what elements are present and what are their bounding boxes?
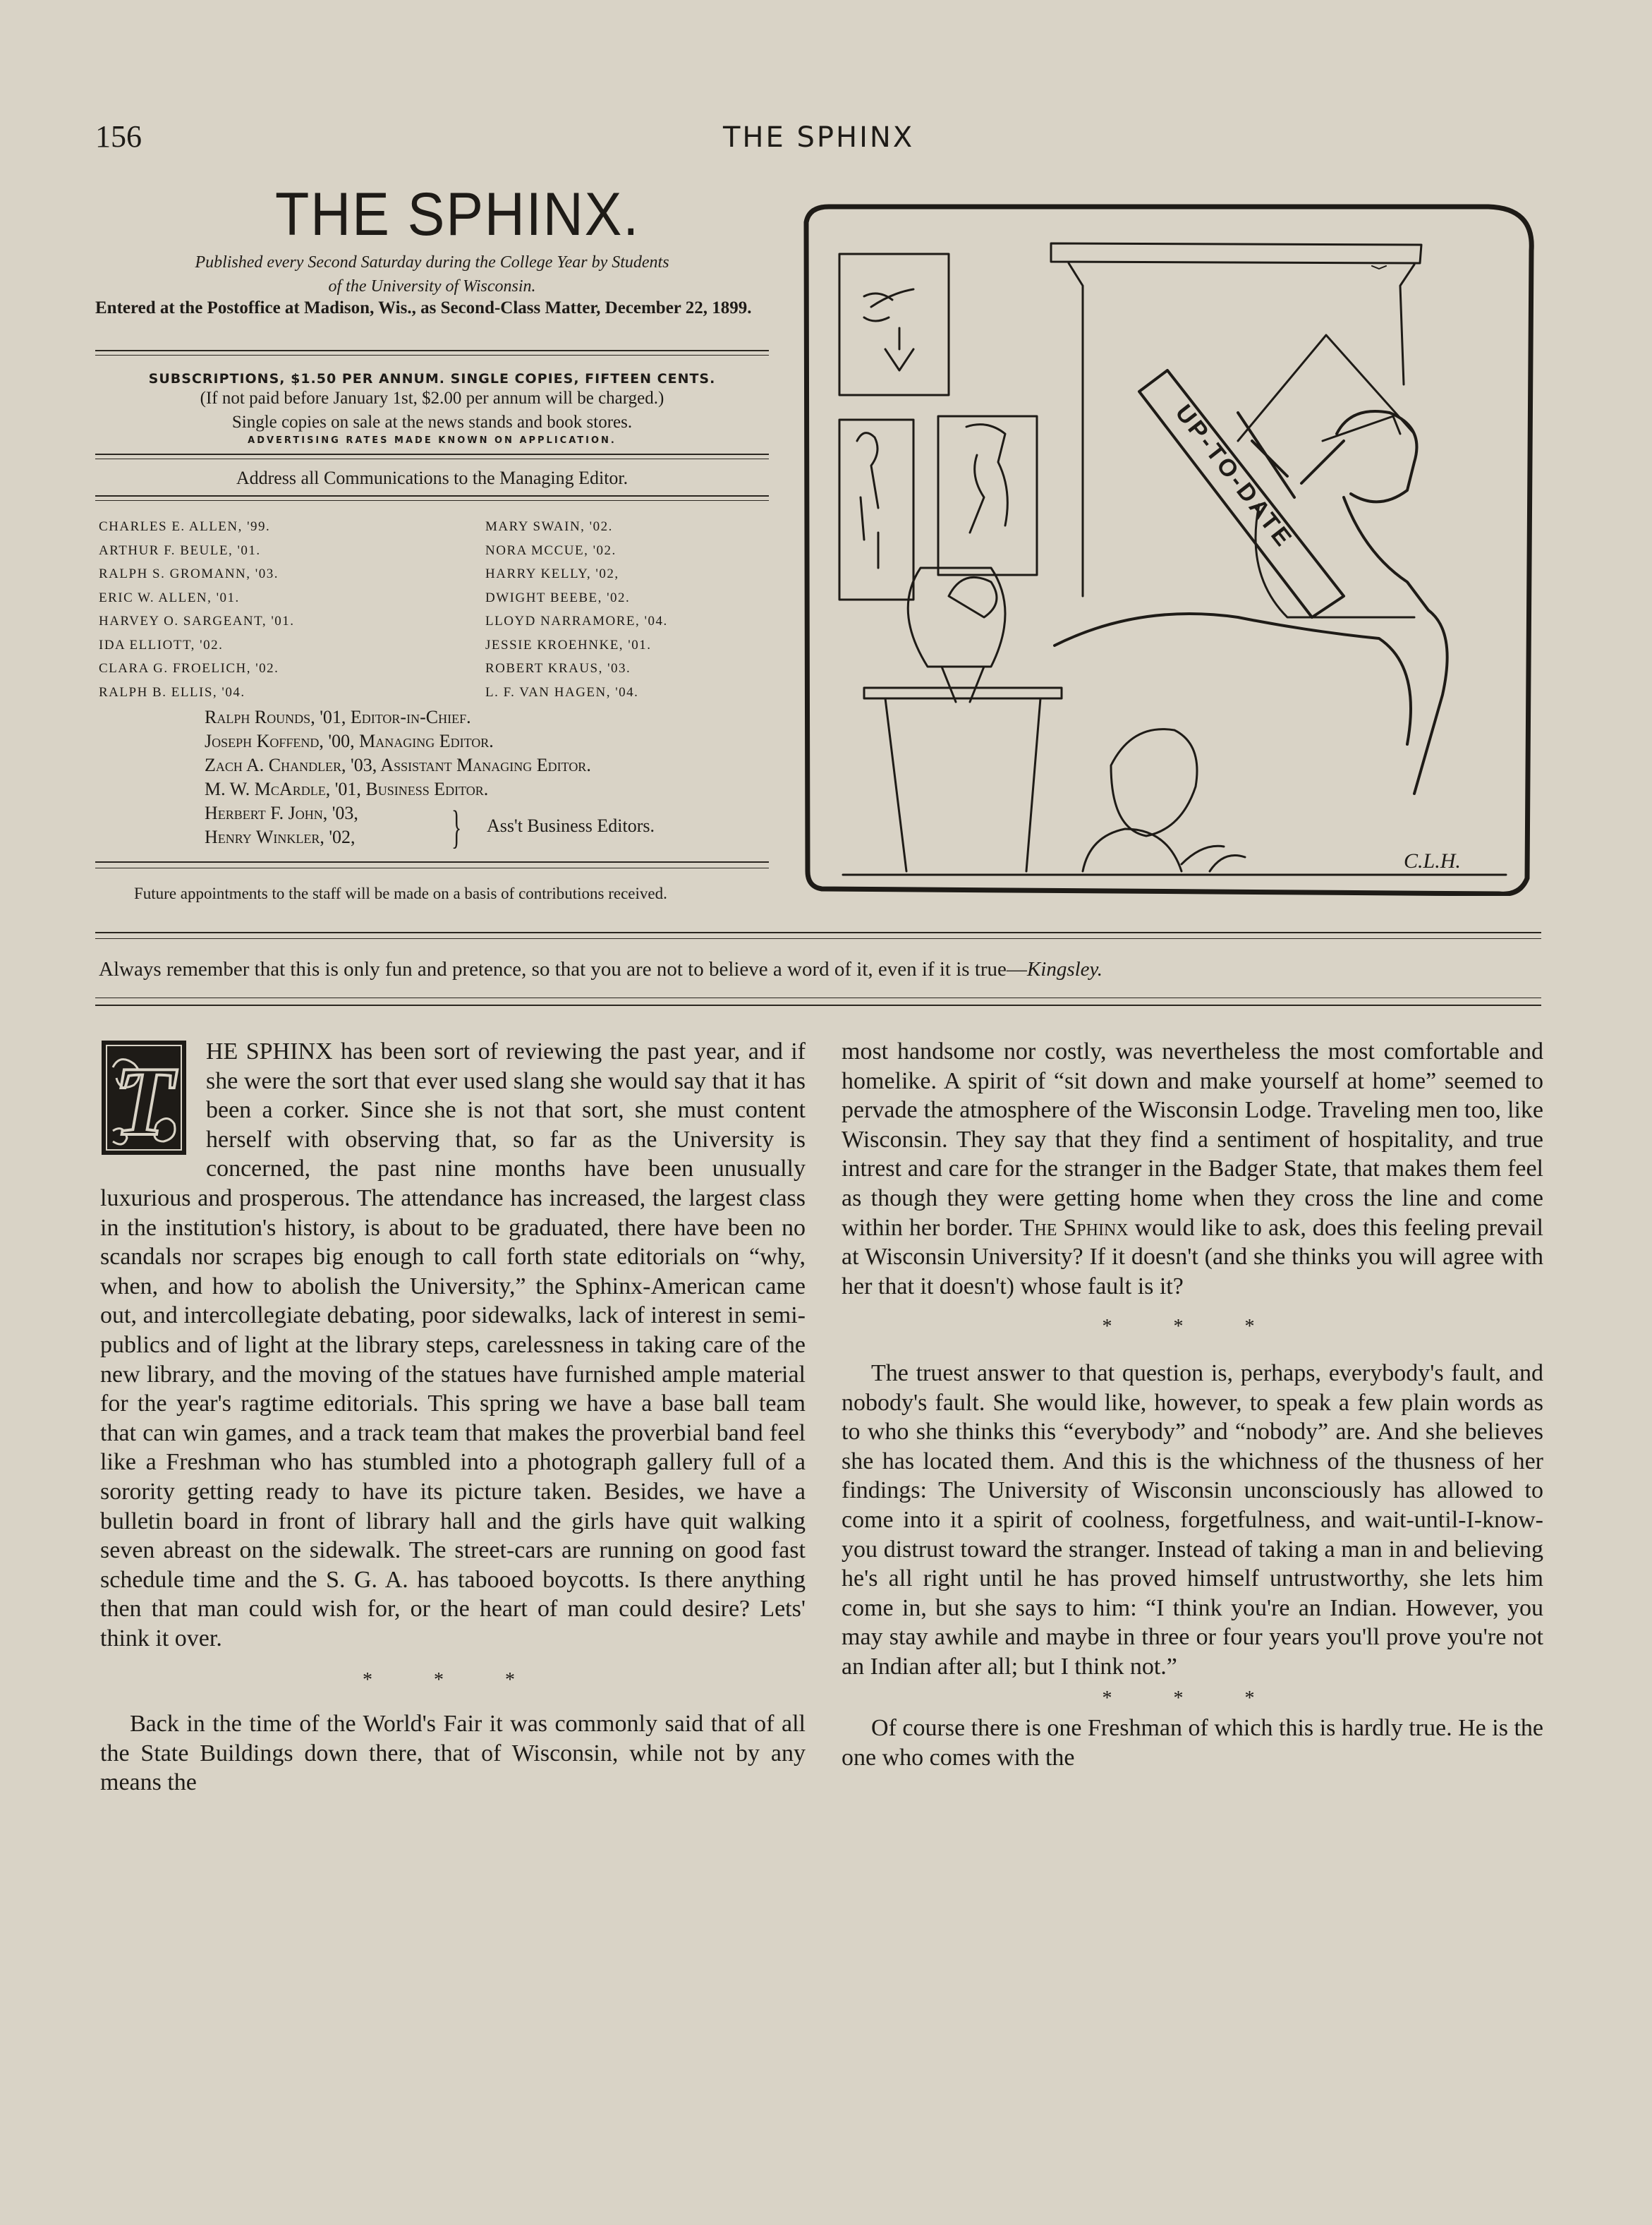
staff-member: CLARA G. FROELICH, '02. <box>99 661 279 676</box>
running-title: THE SPHINX <box>723 121 915 154</box>
epigraph-attribution: Kingsley. <box>1026 958 1103 981</box>
scroll-text: UP-TO-DATE <box>1170 399 1299 554</box>
brace-glyph: } <box>451 801 462 853</box>
staff-member: RALPH S. GROMANN, '03. <box>99 566 279 581</box>
address-line: Address all Communications to the Managing Editor. <box>236 468 628 488</box>
subscription-rates: SUBSCRIPTIONS, $1.50 PER ANNUM. SINGLE COPIES, FIFTEEN CENTS. <box>148 371 716 387</box>
article-text: would like to ask, does this feeling prevail at Wisconsin University? If it doesn't (and she thinks you will agree with her that it doesn't) whose fault is it? <box>842 1214 1543 1299</box>
staff-member: L. F. VAN HAGEN, '04. <box>485 684 639 700</box>
masthead-title: THE SPHINX. <box>275 181 640 248</box>
assistant-managing-editor: Zach A. Chandler, '03, Assistant Managing Editor. <box>205 755 591 775</box>
article-paragraph: Back in the time of the World's Fair it was commonly said that of all the State Buildings down there, that of Wisconsin, while not by any means the <box>100 1711 806 1796</box>
published-line-2: of the University of Wisconsin. <box>328 277 536 296</box>
epigraph-text: Always remember that this is only fun and pretence, so that you are not to believe a word of it, even if it is true— <box>99 958 1027 981</box>
staff-member: RALPH B. ELLIS, '04. <box>99 684 245 700</box>
divider <box>95 1005 1541 1006</box>
editors-list <box>205 705 591 801</box>
staff-member: JESSIE KROEHNKE, '01. <box>485 637 652 653</box>
editor-in-chief: Ralph Rounds, '01, Editor-in-Chief. <box>205 707 471 727</box>
assistant-business-title: Ass't Business Editors. <box>487 816 655 836</box>
assistant-editor: Henry Winkler, '02, <box>205 827 356 847</box>
advertising-note: ADVERTISING RATES MADE KNOWN ON APPLICATION. <box>248 435 617 446</box>
divider <box>95 454 769 455</box>
article-paragraph <box>100 1037 806 1653</box>
future-appointments-note: Future appointments to the staff will be made on a basis of contributions received. <box>134 885 667 902</box>
entered-note: Entered at the Postoffice at Madison, Wis., as Second-Class Matter, December 22, 1899. <box>95 298 752 317</box>
staff-member: IDA ELLIOTT, '02. <box>99 637 224 653</box>
article-text: most handsome nor costly, was nevertheless the most comfortable and homelike. A spirit of “sit down and make yourself at home” seemed to pervade the atmosphere of the Wisconsin Lodge. Traveling men too, like Wisconsin. They say that they find a sentiment of hospitality, and true intrest and care for the stranger in the Badger State, that makes them feel as though they were getting home when they cross the line and come within her border. <box>842 1038 1543 1241</box>
staff-member: MARY SWAIN, '02. <box>485 519 613 534</box>
page-number: 156 <box>95 119 142 154</box>
divider <box>95 938 1541 939</box>
divider <box>95 500 769 501</box>
divider <box>95 495 769 497</box>
article-column-2 <box>842 1037 1543 1772</box>
staff-member: ROBERT KRAUS, '03. <box>485 661 631 676</box>
published-line-1: Published every Second Saturday during the College Year by Students <box>195 253 669 272</box>
divider <box>95 861 769 863</box>
staff-member: DWIGHT BEEBE, '02. <box>485 590 631 605</box>
published-line <box>95 250 769 298</box>
subscription-notes <box>95 387 769 435</box>
article-column-1 <box>100 1037 806 1797</box>
article-paragraph <box>842 1037 1543 1301</box>
business-editor: M. W. McArdle, '01, Business Editor. <box>205 779 489 799</box>
article-text: has been sort of reviewing the past year, and if she were the sort that ever used slang she would say that it has been a corker. Since she is not that sort, she must content herself with observing that, so far as the University is concerned, the past nine months have been unusually luxurious and prosperous. The attendance has increased, the largest class in the institution's history, is about to be graduated, there have been no scandals nor scrapes big enough to call forth state editorials on “why, when, and how to abolish the University,” the Sphinx-American came out, and intercollegiate debating, poor sidewalks, lack of interest in semi-publics and of light at the library steps, carelessness in taking care of the new library, and the moving of the statues have furnished ample material for the year's ragtime editorials. This spring we have a base ball team that can win games, and a track team that makes the proverbial band feel like a Freshman who has stumbled into a photograph gallery full of a sorority getting ready to have its picture taken. Besides, we have a bulletin board in front of library hall and the girls have quit walking seven abreast on the sidewalk. The street-cars are running on good fast schedule time and the S. G. A. has tabooed boycotts. Is there anything then that man could wish for, or the heart of man could desire? Lets' think it over. <box>100 1038 806 1651</box>
staff-member: CHARLES E. ALLEN, '99. <box>99 519 271 534</box>
sphinx-illustration <box>801 201 1538 896</box>
dropcap-letter: T <box>114 1047 174 1156</box>
article-sphinx-name: The Sphinx <box>1019 1214 1129 1241</box>
staff-member: HARRY KELLY, '02, <box>485 566 619 581</box>
staff-list-left <box>99 515 295 704</box>
section-stars: * * * <box>1102 1687 1283 1710</box>
epigraph <box>99 958 1103 981</box>
artist-signature: C.L.H. <box>1404 849 1461 873</box>
staff-member: HARVEY O. SARGEANT, '01. <box>99 614 295 629</box>
article-paragraph: Of course there is one Freshman of which this is hardly true. He is the one who comes with the <box>842 1715 1543 1771</box>
section-stars: * * * <box>1102 1316 1283 1338</box>
divider <box>95 350 769 351</box>
dropcap-spacer <box>100 1037 206 1157</box>
divider <box>95 355 769 356</box>
late-note: (If not paid before January 1st, $2.00 per annum will be charged.) <box>200 389 664 408</box>
staff-member: ARTHUR F. BEULE, '01. <box>99 542 261 558</box>
divider <box>95 932 1541 933</box>
staff-member: NORA MCCUE, '02. <box>485 542 617 558</box>
article-lead: HE SPHINX <box>206 1038 333 1065</box>
sale-note: Single copies on sale at the news stands and book stores. <box>231 413 633 432</box>
staff-list-right <box>485 515 668 704</box>
staff-member: LLOYD NARRAMORE, '04. <box>485 614 668 629</box>
assistant-business-editors <box>205 801 358 849</box>
managing-editor: Joseph Koffend, '00, Managing Editor. <box>205 731 494 751</box>
section-stars: * * * <box>363 1669 543 1692</box>
staff-member: ERIC W. ALLEN, '01. <box>99 590 240 605</box>
article-paragraph: The truest answer to that question is, perhaps, everybody's fault, and nobody's fault. She would like, however, to speak a few plain words as to who she thinks this “everybody” and “nobody” are. And she believes she has located them. And this is the whichness of the thusness of her findings: The University of Wisconsin unconsciously has allowed to come into it a spirit of coolness, forgetfulness, and wait-until-I-know-you distrust toward the stranger. Instead of taking a man in and believing he's all right until he has proved himself untrustworthy, she lets him come in, but she says to him: “I think you're an Indian. However, you may stay awhile and maybe in three or four years you'll prove you're not an Indian after all; but I think not.” <box>842 1359 1543 1680</box>
assistant-editor: Herbert F. John, '03, <box>205 803 358 823</box>
